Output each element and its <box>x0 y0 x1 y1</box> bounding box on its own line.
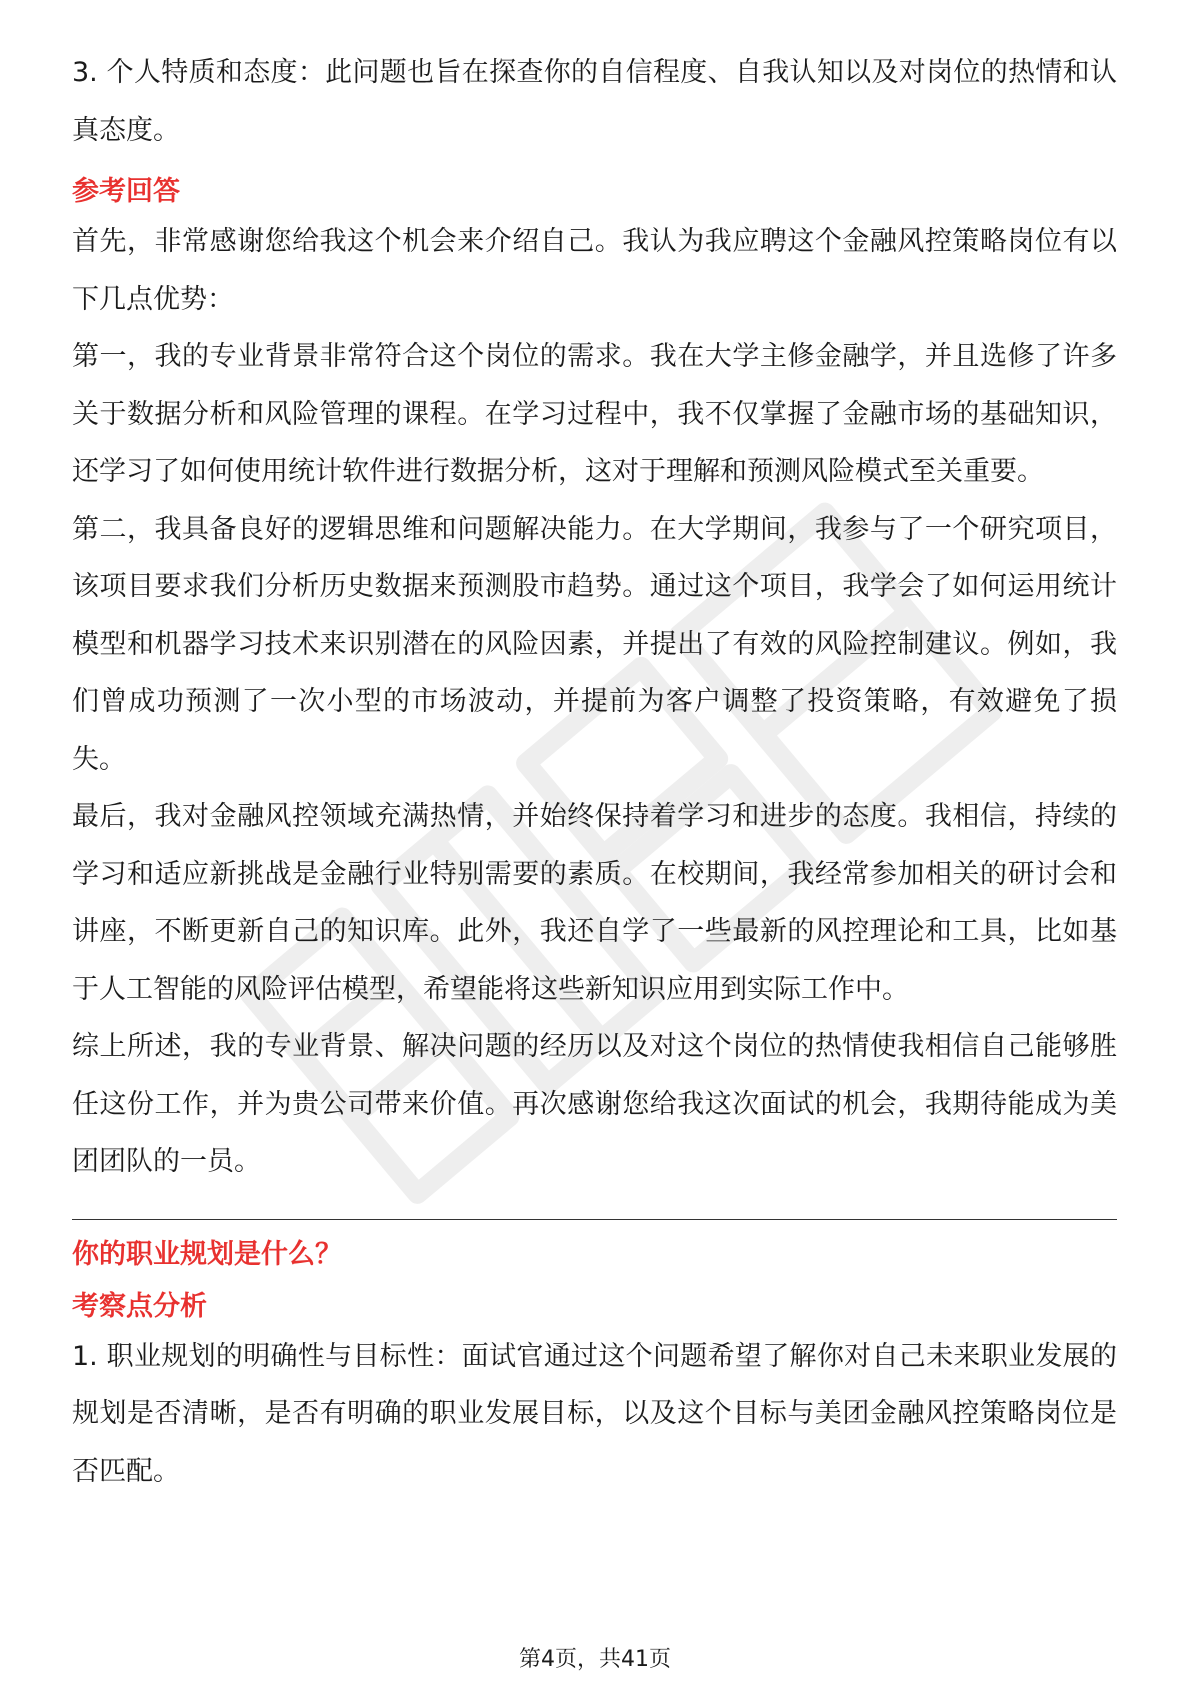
section-divider <box>72 1219 1117 1220</box>
reference-answer-heading: 参考回答 <box>72 176 180 207</box>
answer-paragraph-last: 最后，我对金融风控领域充满热情，并始终保持着学习和进步的态度。我相信，持续的学习和适应新挑战是金融行业特别需要的素质。在校期间，我经常参加相关的研讨会和讲座，不断更新自己的知识库。此外，我还自学了一些最新的风控理论和工具，比如基于人工智能的风险评估模型，希望能将这些新知识应用到实际工作中。 <box>72 801 1117 1005</box>
answer-paragraph-summary: 综上所述，我的专业背景、解决问题的经历以及对这个岗位的热情使我相信自己能够胜任这份工作，并为贵公司带来价值。再次感谢您给我这次面试的机会，我期待能成为美团团队的一员。 <box>72 1031 1117 1177</box>
analysis-heading: 考察点分析 <box>72 1290 207 1322</box>
page-content <box>72 44 1117 1500</box>
answer-paragraph-second: 第二，我具备良好的逻辑思维和问题解决能力。在大学期间，我参与了一个研究项目，该项目要求我们分析历史数据来预测股市趋势。通过这个项目，我学会了如何运用统计模型和机器学习技术来识别潜在的风险因素，并提出了有效的风险控制建议。例如，我们曾成功预测了一次小型的市场波动，并提前为客户调整了投资策略，有效避免了损失。 <box>72 513 1117 775</box>
analysis-point-1: 1. 职业规划的明确性与目标性：面试官通过这个问题希望了解你对自己未来职业发展的规划是否清晰，是否有明确的职业发展目标，以及这个目标与美团金融风控策略岗位是否匹配。 <box>72 1340 1117 1487</box>
page-footer: 第4页，共41页 <box>519 1647 671 1672</box>
analysis-point-3: 3. 个人特质和态度：此问题也旨在探查你的自信程度、自我认知以及对岗位的热情和认真态度。 <box>72 57 1117 146</box>
question-title: 你的职业规划是什么？ <box>72 1238 342 1270</box>
answer-paragraph-first: 第一，我的专业背景非常符合这个岗位的需求。我在大学主修金融学，并且选修了许多关于数据分析和风险管理的课程。在学习过程中，我不仅掌握了金融市场的基础知识，还学习了如何使用统计软件进行数据分析，这对于理解和预测风险模式至关重要。 <box>72 341 1117 487</box>
answer-paragraph-intro: 首先，非常感谢您给我这个机会来介绍自己。我认为我应聘这个金融风控策略岗位有以下几点优势： <box>72 226 1117 315</box>
